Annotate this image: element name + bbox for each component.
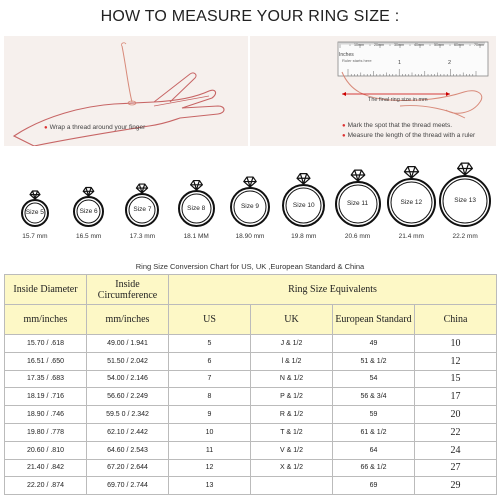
cell-uk bbox=[251, 477, 333, 495]
header-uk: UK bbox=[251, 305, 333, 335]
cell-us: 5 bbox=[169, 335, 251, 353]
cell-china: 10 bbox=[415, 335, 497, 353]
table-row bbox=[5, 459, 497, 477]
cell-inside-diameter: 15.70 / .618 bbox=[5, 335, 87, 353]
table-row bbox=[5, 441, 497, 459]
cell-china: 20 bbox=[415, 406, 497, 424]
ring-size-conversion-table bbox=[4, 274, 497, 495]
cell-uk: l & 1/2 bbox=[251, 352, 333, 370]
cell-us: 12 bbox=[169, 459, 251, 477]
cell-china: 12 bbox=[415, 352, 497, 370]
ruler-mm-label: 30mm bbox=[394, 43, 404, 47]
cell-inside-circumference: 56.60 / 2.249 bbox=[87, 388, 169, 406]
cell-european: 51 & 1/2 bbox=[333, 352, 415, 370]
table-row bbox=[5, 352, 497, 370]
ring-size-item bbox=[384, 160, 439, 247]
cell-us: 7 bbox=[169, 370, 251, 388]
cell-inside-circumference: 51.50 / 2.042 bbox=[87, 352, 169, 370]
ring-diameter-mm: 16.5 mm bbox=[76, 233, 102, 240]
ring-size-item bbox=[279, 166, 328, 247]
cell-uk: V & 1/2 bbox=[251, 441, 333, 459]
cell-uk: T & 1/2 bbox=[251, 423, 333, 441]
table-row bbox=[5, 388, 497, 406]
ring-size-label: Size 10 bbox=[292, 201, 315, 209]
ring-icon bbox=[18, 181, 52, 229]
diamond-icon bbox=[244, 177, 256, 187]
ruler-inches-label: Inches bbox=[339, 52, 354, 58]
ring-size-label: Size 5 bbox=[25, 209, 44, 216]
wrap-thread-caption: ● Wrap a thread around your finger bbox=[44, 124, 146, 131]
ring-icon bbox=[279, 166, 328, 229]
ring-size-item bbox=[122, 175, 162, 247]
cell-inside-diameter: 18.90 / .746 bbox=[5, 406, 87, 424]
ring-diameter-mm: 22.2 mm bbox=[452, 233, 478, 240]
cell-inside-circumference: 54.00 / 2.146 bbox=[87, 370, 169, 388]
mark-spot-caption: ● Mark the spot that the thread meets. bbox=[342, 122, 453, 129]
cell-european: 61 & 1/2 bbox=[333, 423, 415, 441]
measure-length-caption: ● Measure the length of the thread with a ruler bbox=[342, 132, 476, 139]
cell-china: 27 bbox=[415, 459, 497, 477]
cell-european: 56 & 3/4 bbox=[333, 388, 415, 406]
cell-inside-circumference: 67.20 / 2.644 bbox=[87, 459, 169, 477]
ring-diameter-mm: 21.4 mm bbox=[398, 233, 424, 240]
ring-icon bbox=[122, 175, 162, 229]
cell-european: 54 bbox=[333, 370, 415, 388]
diamond-icon bbox=[137, 184, 148, 193]
diamond-icon bbox=[190, 181, 202, 190]
cell-china: 24 bbox=[415, 441, 497, 459]
table-row bbox=[5, 423, 497, 441]
cell-inside-diameter: 21.40 / .842 bbox=[5, 459, 87, 477]
cell-uk: R & 1/2 bbox=[251, 406, 333, 424]
cell-european: 64 bbox=[333, 441, 415, 459]
cell-inside-circumference: 62.10 / 2.442 bbox=[87, 423, 169, 441]
cell-us: 6 bbox=[169, 352, 251, 370]
bullet-icon: ● bbox=[342, 123, 346, 129]
ring-icon bbox=[436, 157, 494, 229]
ring-size-label: Size 12 bbox=[400, 198, 423, 206]
cell-china: 17 bbox=[415, 388, 497, 406]
ring-diameter-mm: 15.7 mm bbox=[22, 233, 48, 240]
ring-size-item bbox=[175, 172, 218, 247]
cell-inside-circumference: 69.70 / 2.744 bbox=[87, 477, 169, 495]
ring-size-label: Size 7 bbox=[133, 206, 152, 213]
ruler-mm-label: 10mm bbox=[354, 43, 364, 47]
ring-size-label: Size 11 bbox=[346, 200, 369, 207]
diamond-icon bbox=[404, 167, 418, 178]
cell-us: 9 bbox=[169, 406, 251, 424]
cell-uk: N & 1/2 bbox=[251, 370, 333, 388]
cell-china: 22 bbox=[415, 423, 497, 441]
cell-us: 10 bbox=[169, 423, 251, 441]
ring-size-item bbox=[18, 181, 52, 247]
table-row bbox=[5, 477, 497, 495]
ruler-thread-illustration bbox=[250, 36, 496, 146]
cell-us: 13 bbox=[169, 477, 251, 495]
header-mm-inches-diameter: mm/inches bbox=[5, 305, 87, 335]
header-inside-diameter: Inside Diameter bbox=[5, 275, 87, 305]
ring-size-item bbox=[436, 157, 494, 247]
cell-inside-circumference: 64.60 / 2.543 bbox=[87, 441, 169, 459]
header-mm-inches-circumference: mm/inches bbox=[87, 305, 169, 335]
ring-size-item bbox=[70, 178, 107, 247]
ruler-start-marker: Ruler starts here bbox=[342, 58, 372, 63]
header-ring-size-equivalents: Ring Size Equivalents bbox=[169, 275, 497, 305]
ruler-mm-label: 70mm bbox=[474, 43, 484, 47]
ring-diameter-mm: 19.8 mm bbox=[291, 233, 317, 240]
cell-uk: P & 1/2 bbox=[251, 388, 333, 406]
final-ring-size-label: The final ring size in mm bbox=[368, 97, 428, 103]
cell-china: 15 bbox=[415, 370, 497, 388]
ring-size-label: Size 8 bbox=[187, 204, 206, 212]
ring-diameter-mm: 18.90 mm bbox=[235, 233, 265, 240]
ring-icon bbox=[70, 178, 107, 229]
ring-size-row bbox=[0, 165, 500, 245]
ring-size-label: Size 6 bbox=[79, 207, 98, 215]
hand-illustration-panel bbox=[4, 36, 248, 146]
cell-inside-diameter: 18.19 / .716 bbox=[5, 388, 87, 406]
cell-inside-circumference: 59.5 0 / 2.342 bbox=[87, 406, 169, 424]
cell-us: 8 bbox=[169, 388, 251, 406]
cell-inside-diameter: 22.20 / .874 bbox=[5, 477, 87, 495]
ring-icon bbox=[384, 160, 439, 229]
ruler-mm-label: 50mm bbox=[434, 43, 444, 47]
ruler-inch-number-2: 2 bbox=[448, 60, 452, 66]
ruler-mm-label: 40mm bbox=[414, 43, 424, 47]
table-row bbox=[5, 406, 497, 424]
diamond-icon bbox=[297, 174, 310, 184]
ring-icon bbox=[175, 172, 218, 229]
header-inside-circumference: Inside Circumference bbox=[87, 275, 169, 305]
ring-icon bbox=[227, 169, 273, 229]
ring-diameter-mm: 18.1 MM bbox=[183, 233, 209, 240]
cell-uk: X & 1/2 bbox=[251, 459, 333, 477]
diamond-icon bbox=[351, 170, 365, 181]
header-european: European Standard bbox=[333, 305, 415, 335]
cell-inside-diameter: 20.60 / .810 bbox=[5, 441, 87, 459]
ring-diameter-mm: 20.6 mm bbox=[344, 233, 371, 240]
ring-size-label: Size 13 bbox=[454, 197, 476, 204]
ring-size-item bbox=[332, 163, 384, 247]
diamond-icon bbox=[30, 191, 40, 199]
cell-european: 66 & 1/2 bbox=[333, 459, 415, 477]
ruler-mm-label: 60mm bbox=[454, 43, 464, 47]
ring-size-label: Size 9 bbox=[240, 203, 260, 210]
ring-diameter-mm: 17.3 mm bbox=[129, 233, 156, 240]
cell-european: 59 bbox=[333, 406, 415, 424]
cell-european: 69 bbox=[333, 477, 415, 495]
page-title: HOW TO MEASURE YOUR RING SIZE : bbox=[100, 8, 400, 25]
cell-inside-diameter: 17.35 / .683 bbox=[5, 370, 87, 388]
cell-european: 49 bbox=[333, 335, 415, 353]
header-china: China bbox=[415, 305, 497, 335]
diamond-icon bbox=[458, 163, 473, 175]
ruler-inch-number-1: 1 bbox=[398, 60, 402, 66]
bullet-icon: ● bbox=[44, 125, 48, 131]
ruler-illustration-panel bbox=[250, 36, 496, 146]
cell-inside-diameter: 19.80 / .778 bbox=[5, 423, 87, 441]
cell-inside-diameter: 16.51 / .650 bbox=[5, 352, 87, 370]
chart-title: Ring Size Conversion Chart for US, UK ,European Standard & China bbox=[135, 262, 365, 271]
cell-us: 11 bbox=[169, 441, 251, 459]
cell-china: 29 bbox=[415, 477, 497, 495]
ring-icon bbox=[332, 163, 384, 229]
bullet-icon: ● bbox=[342, 133, 346, 139]
table-row bbox=[5, 370, 497, 388]
cell-uk: J & 1/2 bbox=[251, 335, 333, 353]
cell-inside-circumference: 49.00 / 1.941 bbox=[87, 335, 169, 353]
diamond-icon bbox=[83, 188, 94, 196]
header-us: US bbox=[169, 305, 251, 335]
ring-size-item bbox=[227, 169, 273, 247]
table-row bbox=[5, 335, 497, 353]
ruler-mm-label: 20mm bbox=[374, 43, 384, 47]
